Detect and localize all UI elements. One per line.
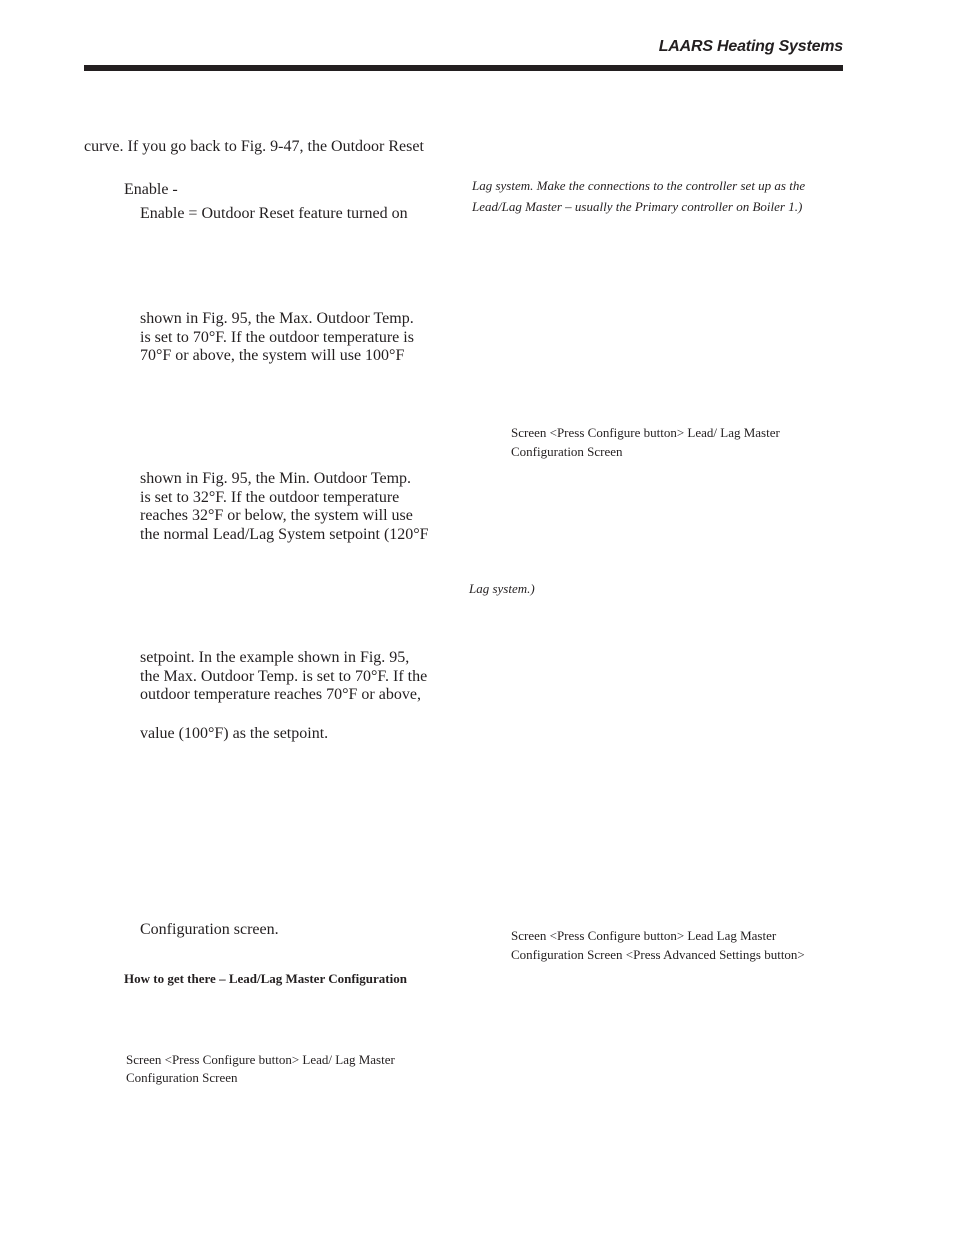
min-block-line: shown in Fig. 95, the Min. Outdoor Temp. (140, 470, 412, 487)
min-outdoor-temp-block (140, 470, 429, 545)
note-line: Lag system. Make the connections to the controller set up as the (472, 178, 806, 193)
nav-path-line: Configuration Screen (511, 444, 623, 459)
header-title: LAARS Heating Systems (658, 38, 843, 55)
min-block-line: is set to 32°F. If the outdoor temperature (140, 488, 400, 506)
nav-path-right-1 (511, 423, 780, 461)
setpoint-block (140, 649, 427, 705)
setpoint-block-line: outdoor temperature reaches 70°F or above, (140, 686, 421, 704)
lead-lag-note (472, 175, 805, 217)
enable-label: Enable - (124, 181, 178, 198)
setpoint-block-line: setpoint. In the example shown in Fig. 95, (140, 649, 410, 666)
nav-path-line: Screen <Press Configure button> Lead Lag Master (511, 928, 777, 943)
config-screen-line: Configuration screen. (140, 921, 279, 938)
how-to-get-there-heading: How to get there – Lead/Lag Master Configuration (124, 971, 407, 986)
nav-path-line: Screen <Press Configure button> Lead/ Lag Master (511, 425, 780, 440)
intro-line: curve. If you go back to Fig. 9-47, the Outdoor Reset (84, 138, 424, 155)
nav-path-left (126, 1051, 395, 1087)
max-block-line: shown in Fig. 95, the Max. Outdoor Temp. (140, 310, 414, 327)
nav-path-line: Screen <Press Configure button> Lead/ Lag Master (126, 1052, 395, 1067)
max-outdoor-temp-block (140, 310, 414, 366)
lag-system-note: Lag system.) (469, 581, 535, 596)
enable-description: Enable = Outdoor Reset feature turned on (140, 205, 408, 222)
min-block-line: reaches 32°F or below, the system will use (140, 507, 413, 525)
note-line: Lead/Lag Master – usually the Primary controller on Boiler 1.) (472, 199, 803, 214)
setpoint-value-line: value (100°F) as the setpoint. (140, 725, 329, 742)
nav-path-line: Configuration Screen (126, 1070, 238, 1085)
header-rule (84, 65, 843, 71)
nav-path-right-2 (511, 926, 805, 964)
max-block-line: 70°F or above, the system will use 100°F (140, 347, 405, 365)
min-block-line: the normal Lead/Lag System setpoint (120°F (140, 526, 429, 544)
max-block-line: is set to 70°F. If the outdoor temperature is (140, 328, 414, 346)
setpoint-block-line: the Max. Outdoor Temp. is set to 70°F. If the (140, 667, 428, 685)
nav-path-line: Configuration Screen <Press Advanced Settings button> (511, 947, 805, 962)
